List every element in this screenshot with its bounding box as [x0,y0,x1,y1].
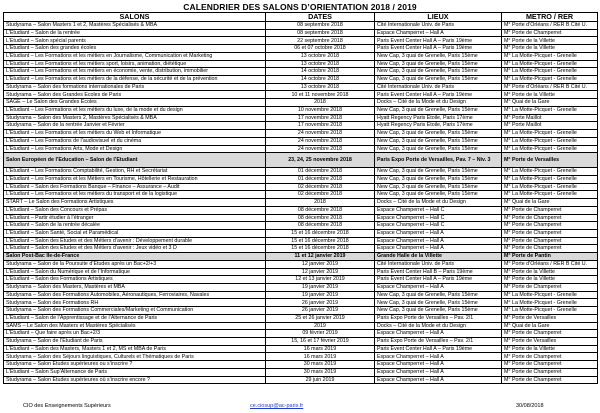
table-row [4,322,598,330]
cell-salon: L’Etudiant – Salon Sup’Alternance de Paris [4,368,266,376]
cell-lieu: Paris Event Center Hall A – Paris 19ème [375,37,502,45]
cell-salon: Studyrama – Salon des Masters, Mastères et MBA [4,284,266,292]
cell-lieu: Espace Champerret – Hall A [375,29,502,37]
cell-lieu: Espace Champerret – Hall A [375,237,502,245]
cell-lieu: Espace Champerret – Hall A [375,361,502,369]
cell-lieu: New Cap, 3 quai de Grenelle, Paris 15ème [375,183,502,191]
table-row [4,368,598,376]
cell-date: 14 octobre 2018 [266,76,375,84]
table-row [4,330,598,338]
cell-date: 15 et 16 décembre 2018 [266,229,375,237]
table-row [4,222,598,230]
cell-metro: M° Porte de Pantin [502,253,598,261]
table-row [4,276,598,284]
cell-metro: M° Porte de Champerret [502,353,598,361]
cell-salon: L’Etudiant – Les Formations et les Métiers en Tourisme, Hôtellerie et Restauration [4,175,266,183]
cell-lieu: Paris Event Center Hall A – Paris 19ème [375,91,502,99]
cell-salon: Studyrama – Salon des Formations RH [4,299,266,307]
cell-metro: M° Porte de Champerret [502,206,598,214]
cell-date: 10 novembre 2018 [266,106,375,114]
cell-metro: M° La Motte-Picquet - Grenelle [502,60,598,68]
cell-date: 26 janvier 2019 [266,299,375,307]
footer-org: CIO des Enseignements Supérieurs [23,403,111,409]
cell-salon: L’Etudiant – Salon du Numérique et de l’Informatique [4,268,266,276]
table-row [4,45,598,53]
cell-date: 2018 [266,199,375,207]
cell-salon: L’Etudiant – Salon des Etudes et des Métiers d’avenir : Jeux vidéo et 3 D [4,245,266,253]
table-row [4,199,598,207]
table-row [4,338,598,346]
cell-date: 25 et 26 janvier 2019 [266,314,375,322]
cell-salon: Studyrama – Salon Etudes supérieures où s’inscrire encore ? [4,376,266,384]
cell-salon: L’Etudiant – Les Formations et les métiers sport, loisirs, animation, diététique [4,60,266,68]
cell-metro: M° La Motte-Picquet - Grenelle [502,291,598,299]
cell-metro: M° Porte Maillot [502,114,598,122]
cell-salon: L’Etudiant – Que faire après un Bac+2/3 [4,330,266,338]
cell-metro: M° Porte de Versailles [502,314,598,322]
cell-lieu: Espace Champerret – Hall A [375,330,502,338]
cell-date: 01 décembre 2018 [266,175,375,183]
header-lieux: LIEUX [375,13,502,22]
cell-lieu: Paris Event Center Hall A – Paris 19ème [375,276,502,284]
cell-lieu: New Cap, 3 quai de Grenelle, Paris 15ème [375,137,502,145]
cell-date: 19 janvier 2019 [266,291,375,299]
table-row [4,291,598,299]
cell-date: 10 et 11 novembre 2018 [266,91,375,99]
cell-metro: M° Porte d’Orléans / RER B Cité U. [502,260,598,268]
cell-salon: L’Etudiant – Salon des Formations Artistiques [4,276,266,284]
header-dates: DATES [266,13,375,22]
cell-lieu: Espace Champerret – Hall C [375,222,502,230]
cell-date: 26 janvier 2019 [266,307,375,315]
cell-metro: M° Porte de la Villette [502,91,598,99]
cell-date: 22 septembre 2018 [266,37,375,45]
cell-metro: M° Porte de Champerret [502,368,598,376]
cell-metro: M° La Motte-Picquet - Grenelle [502,130,598,138]
table-row [4,52,598,60]
cell-salon: L’Etudiant – Partir étudier à l’étranger [4,214,266,222]
cell-salon: SAGE – Le Salon des Grandes Ecoles [4,99,266,107]
cell-salon: Studyrama – Salon Masters 1 et 2, Mastères Spécialisés & MBA [4,22,266,30]
table-row [4,191,598,199]
table-row [4,268,598,276]
cell-salon: L’Etudiant – Salon des Masters, Masters 1 et 2, MS et MBA de Paris [4,345,266,353]
cell-metro: M° Porte de Champerret [502,330,598,338]
table-row [4,122,598,130]
cell-lieu: Paris Expo Porte de Versailles, Pav. 7 – Niv. 3 [375,153,502,168]
cell-salon: L’Etudiant – Salon spécial parents [4,37,266,45]
cell-date: 08 décembre 2018 [266,222,375,230]
table-row [4,214,598,222]
table-row [4,284,598,292]
table-row [4,376,598,384]
cell-metro: M° Porte de Champerret [502,361,598,369]
cell-metro: M° Porte de la Villette [502,345,598,353]
table-row [4,145,598,153]
table-header-row [4,13,598,22]
cell-lieu: New Cap, 3 quai de Grenelle, Paris 15ème [375,60,502,68]
table-row [4,168,598,176]
cell-date: 08 septembre 2018 [266,22,375,30]
cell-date: 13 octobre 2018 [266,60,375,68]
cell-metro: M° Porte de Champerret [502,284,598,292]
cell-date: 02 décembre 2018 [266,191,375,199]
cell-salon: Salon Post-Bac Ile-de-France [4,253,266,261]
cell-metro: M° La Motte-Picquet - Grenelle [502,76,598,84]
cell-date: 11 et 12 janvier 2019 [266,253,375,261]
table-row [4,307,598,315]
header-salons: SALONS [4,13,266,22]
cell-salon: L’Etudiant – Les Formations et les métiers du Web et Informatique [4,130,266,138]
cell-salon: Studyrama – Salon Etudes supérieures ou s’inscrire ? [4,361,266,369]
cell-metro: M° Quai de la Gare [502,322,598,330]
cell-date: 24 novembre 2018 [266,130,375,138]
cell-lieu: New Cap, 3 quai de Grenelle, Paris 15ème [375,68,502,76]
cell-lieu: Cité Internationale Univ. de Paris [375,260,502,268]
cell-salon: START – Le Salon des Formations Artistiques [4,199,266,207]
table-row [4,130,598,138]
cell-lieu: Paris Expo Porte de Versailles – Pav. 2/1 [375,338,502,346]
cell-salon: L’Etudiant – Salon de la rentrée décalée [4,222,266,230]
cell-lieu: New Cap, 3 quai de Grenelle, Paris 15ème [375,168,502,176]
table-row [4,314,598,322]
cell-date: 2018 [266,99,375,107]
cell-salon: L’Etudiant – Les Formations Comptabilité, Gestion, RH et Secrétariat [4,168,266,176]
cell-lieu: Espace Champerret – Hall C [375,214,502,222]
cell-lieu: New Cap, 3 quai de Grenelle, Paris 15ème [375,76,502,84]
cell-metro: M° La Motte-Picquet - Grenelle [502,175,598,183]
cell-date: 15 et 16 décembre 2018 [266,237,375,245]
cell-lieu: New Cap, 3 quai de Grenelle, Paris 15ème [375,191,502,199]
cell-date: 02 décembre 2018 [266,183,375,191]
cell-salon: L’Etudiant – Les Formations et les métiers du luxe, de la mode et du design [4,106,266,114]
cell-metro: M° La Motte-Picquet - Grenelle [502,106,598,114]
cell-lieu: Cité Internationale Univ. de Paris [375,83,502,91]
cell-lieu: New Cap, 3 quai de Grenelle, Paris 15ème [375,106,502,114]
cell-date: 12 janvier 2019 [266,260,375,268]
cell-date: 19 janvier 2019 [266,284,375,292]
table-row [4,68,598,76]
table-row [4,76,598,84]
cell-metro: M° Porte d’Orléans / RER B Cité U. [502,83,598,91]
cell-date: 29 juin 2019 [266,376,375,384]
cell-date: 30 mars 2019 [266,361,375,369]
table-row [4,245,598,253]
table-row [4,99,598,107]
cell-lieu: Espace Champerret – Hall A [375,284,502,292]
cell-salon: L’Etudiant – Salon des Etudes et des Métiers d’avenir : Développement durable [4,237,266,245]
table-row [4,253,598,261]
cell-metro: M° Quai de la Gare [502,199,598,207]
table-row [4,353,598,361]
cell-metro: M° La Motte-Picquet - Grenelle [502,68,598,76]
page-title: CALENDRIER DES SALONS D’ORIENTATION 2018 / 2019 [183,2,417,12]
table-row [4,37,598,45]
cell-lieu: Paris Event Center Hall A – Paris 19ème [375,345,502,353]
cell-date: 12 et 13 janvier 2019 [266,276,375,284]
cell-lieu: New Cap, 3 quai de Grenelle, Paris 15ème [375,299,502,307]
cell-lieu: New Cap, 3 quai de Grenelle, Paris 15ème [375,175,502,183]
cell-lieu: New Cap, 3 quai de Grenelle, Paris 15ème [375,291,502,299]
cell-salon: Salon Européen de l’Education – Salon de l’Etudiant [4,153,266,168]
salons-table [3,12,598,384]
cell-date: 15 et 16 décembre 2018 [266,245,375,253]
table-body [4,22,598,384]
table-row [4,345,598,353]
cell-lieu: Paris Event Center Hall B – Paris 19ème [375,268,502,276]
cell-metro: M° Porte de Champerret [502,222,598,230]
cell-lieu: Paris Expo Porte de Versailles – Pav. 2/1 [375,314,502,322]
cell-metro: M° La Motte-Picquet - Grenelle [502,168,598,176]
cell-metro: M° Porte de Versailles [502,153,598,168]
cell-salon: L’Etudiant – Les Formations et les métiers du transport et de la logistique [4,191,266,199]
cell-salon: L’Etudiant – Les Formations et les métiers en Journalisme, Communication et Marketing [4,52,266,60]
table-row [4,237,598,245]
table-row [4,29,598,37]
table-row [4,229,598,237]
cell-date: 24 novembre 2018 [266,145,375,153]
cell-salon: Studyrama – Salon des Formations Automobiles, Aéronautiques, Ferroviaires, Navales [4,291,266,299]
table-row [4,153,598,168]
cell-metro: M° Porte de Champerret [502,237,598,245]
cell-lieu: New Cap, 3 quai de Grenelle, Paris 15ème [375,307,502,315]
table-row [4,106,598,114]
cell-date: 08 septembre 2018 [266,29,375,37]
cell-metro: M° Quai de la Gare [502,99,598,107]
cell-salon: L’Etudiant – Salon des grandes écoles [4,45,266,53]
cell-date: 17 novembre 2018 [266,114,375,122]
table-row [4,175,598,183]
cell-metro: M° Porte de la Villette [502,276,598,284]
table-row [4,114,598,122]
cell-metro: M° La Motte-Picquet - Grenelle [502,137,598,145]
table-row [4,260,598,268]
table-row [4,83,598,91]
cell-metro: M° Porte de Champerret [502,376,598,384]
footer-date: 30/08/2018 [516,403,544,409]
cell-lieu: Docks – Cité de la Mode et du Design [375,199,502,207]
cell-salon: Studyrama – Salon de la rentrée Janvier et Février [4,122,266,130]
cell-date: 30 mars 2019 [266,368,375,376]
cell-date: 16 mars 2019 [266,345,375,353]
cell-date: 13 octobre 2018 [266,52,375,60]
cell-metro: M° Porte de Champerret [502,214,598,222]
cell-lieu: New Cap, 3 quai de Grenelle, Paris 15ème [375,130,502,138]
cell-salon: Studyrama – Salon de l’Etudiant de Paris [4,338,266,346]
cell-metro: M° Porte Maillot [502,122,598,130]
cell-date: 17 novembre 2018 [266,122,375,130]
table-row [4,60,598,68]
cell-date: 08 décembre 2018 [266,206,375,214]
cell-date: 15, 16 et 17 février 2019 [266,338,375,346]
cell-date: 01 décembre 2018 [266,168,375,176]
cell-date: 12 janvier 2019 [266,268,375,276]
cell-metro: M° La Motte-Picquet - Grenelle [502,307,598,315]
cell-lieu: Hyatt Regency Paris Etoile, Paris 17ème [375,122,502,130]
cell-lieu: Hyatt Regency Paris Etoile, Paris 17ème [375,114,502,122]
cell-lieu: Espace Champerret – Hall A [375,353,502,361]
header-metro: METRO / RER [502,13,598,22]
footer [0,403,600,412]
cell-metro: M° Porte de la Villette [502,37,598,45]
cell-salon: Studyrama – Salon de la Poursuite d’Etudes après un Bac+2/+3 [4,260,266,268]
cell-lieu: Docks – Cité de la Mode et du Design [375,99,502,107]
cell-lieu: New Cap, 3 quai de Grenelle, Paris 15ème [375,52,502,60]
cell-salon: L’Etudiant – Salon Santé, Social et Paramédical [4,229,266,237]
cell-lieu: Grande Halle de la Villette [375,253,502,261]
cell-salon: L’Etudiant – Salon des Concours et Prépas [4,206,266,214]
cell-salon: L’Etudiant – Les Formations Arts, Mode et Design [4,145,266,153]
table-row [4,137,598,145]
cell-metro: M° La Motte-Picquet - Grenelle [502,183,598,191]
cell-date: 13 octobre 2018 [266,83,375,91]
table-row [4,183,598,191]
cell-salon: SAMS – Le Salon des Masters et Mastères Spécialisés [4,322,266,330]
cell-metro: M° La Motte-Picquet - Grenelle [502,145,598,153]
cell-metro: M° Porte de Champerret [502,245,598,253]
cell-metro: M° Porte d’Orléans / RER B Cité U. [502,22,598,30]
cell-metro: M° La Motte-Picquet - Grenelle [502,299,598,307]
cell-date: 16 mars 2019 [266,353,375,361]
cell-metro: M° Porte de la Villette [502,45,598,53]
cell-date: 06 et 07 octobre 2018 [266,45,375,53]
cell-metro: M° Porte de Versailles [502,338,598,346]
cell-lieu: Espace Champerret – Hall A [375,229,502,237]
cell-lieu: Cité Internationale Univ. de Paris [375,22,502,30]
cell-date: 08 décembre 2018 [266,214,375,222]
cell-salon: L’Etudiant – Salon de l’Apprentissage et de l’Alternance de Paris [4,314,266,322]
footer-email-link[interactable]: ce.ciosup@ac-paris.fr [250,403,304,409]
cell-salon: Studyrama – Salon des Grandes Ecoles de Paris [4,91,266,99]
cell-date: 24 novembre 2018 [266,137,375,145]
cell-salon: Studyrama – Salon des Masters 2, Mastères Spécialisés & MBA [4,114,266,122]
cell-salon: L’Etudiant – Les Formations de l’audiovisuel et du cinéma [4,137,266,145]
table-row [4,361,598,369]
cell-lieu: New Cap, 3 quai de Grenelle, Paris 15ème [375,145,502,153]
cell-lieu: Espace Champerret – Hall A [375,245,502,253]
cell-salon: Studyrama – Salon des Formations Commerciales/Marketing et Communication [4,307,266,315]
cell-date: 2019 [266,322,375,330]
cell-metro: M° La Motte-Picquet - Grenelle [502,191,598,199]
cell-lieu: Espace Champerret – Hall A [375,376,502,384]
table-row [4,91,598,99]
cell-lieu: Espace Champerret – Hall A [375,368,502,376]
cell-salon: L’Etudiant – Salon des Formations Banque – Finance – Assurance – Audit [4,183,266,191]
cell-lieu: Paris Event Center Hall A – Paris 19ème [375,45,502,53]
table-row [4,206,598,214]
table-row [4,22,598,30]
cell-metro: M° Porte de la Villette [502,268,598,276]
cell-date: 14 octobre 2018 [266,68,375,76]
cell-salon: L’Etudiant – Salon de la rentrée [4,29,266,37]
cell-salon: Studyrama – Salon des formations internationales de Paris [4,83,266,91]
cell-salon: L’Etudiant – Les Formations et les métiers de la défense, de la sécurité et de la prévention [4,76,266,84]
cell-metro: M° La Motte-Picquet - Grenelle [502,52,598,60]
cell-metro: M° Porte de Champerret [502,229,598,237]
cell-salon: Studyrama – Salon des Séjours linguistiques, Culturels et Thématiques de Paris [4,353,266,361]
cell-lieu: Espace Champerret – Hall C [375,206,502,214]
cell-metro: M° Porte de Champerret [502,29,598,37]
table-row [4,299,598,307]
cell-lieu: Docks – Cité de la Mode et du Design [375,322,502,330]
cell-date: 23, 24, 25 novembre 2018 [266,153,375,168]
cell-date: 09 février 2019 [266,330,375,338]
cell-salon: L’Etudiant – Les Formations et les métiers en économie, vente, distribution, immobilier [4,68,266,76]
